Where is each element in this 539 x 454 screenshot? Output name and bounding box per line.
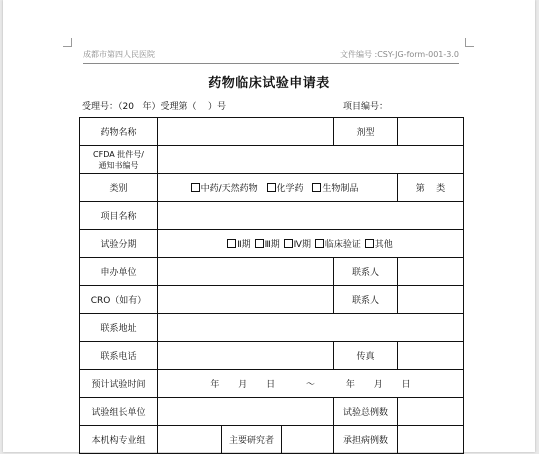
- start-day-unit: 日: [266, 380, 276, 390]
- category-option-chemical[interactable]: 化学药: [267, 184, 304, 194]
- application-form-table: [79, 117, 464, 454]
- end-year-unit: 年: [345, 380, 355, 390]
- table-row: [80, 314, 464, 342]
- undertake-cases-label: 承担病例数: [334, 426, 398, 454]
- cro-contact-field[interactable]: [398, 286, 464, 314]
- drug-name-label: 药物名称: [80, 118, 158, 146]
- cro-field[interactable]: [158, 286, 334, 314]
- table-row: [80, 426, 464, 454]
- phase-option-validation[interactable]: 临床验证: [315, 240, 361, 250]
- checkbox-icon: [267, 183, 276, 192]
- page-header: [83, 49, 459, 64]
- category-options: [158, 174, 398, 202]
- cro-label: CRO（如有）: [80, 286, 158, 314]
- category-kind-field[interactable]: 第 类: [398, 174, 464, 202]
- table-row: [80, 230, 464, 258]
- acceptance-number: 受理号：（20 年）受理第（ ）号: [82, 102, 226, 112]
- sponsor-field[interactable]: [158, 258, 334, 286]
- phase-option-4[interactable]: Ⅳ期: [284, 240, 311, 250]
- category-label: 类别: [80, 174, 158, 202]
- phase-option-other[interactable]: 其他: [365, 240, 393, 250]
- planned-time-label: 预计试验时间: [80, 370, 158, 398]
- end-day-unit: 日: [401, 380, 411, 390]
- table-row: [80, 370, 464, 398]
- table-row: [80, 286, 464, 314]
- dosage-form-label: 剂型: [334, 118, 398, 146]
- leader-unit-label: 试验组长单位: [80, 398, 158, 426]
- table-row: [80, 118, 464, 146]
- total-cases-label: 试验总例数: [334, 398, 398, 426]
- pi-field[interactable]: [282, 426, 334, 454]
- cfda-label-line1: CFDA 批件号/: [93, 149, 144, 159]
- checkbox-icon: [255, 239, 264, 248]
- total-cases-field[interactable]: [398, 398, 464, 426]
- checkbox-icon: [284, 239, 293, 248]
- drug-name-field[interactable]: [158, 118, 334, 146]
- form-title: 药物临床试验申请表: [208, 76, 330, 91]
- phase-option-2[interactable]: Ⅱ期: [227, 240, 250, 250]
- specialty-group-field[interactable]: [158, 426, 222, 454]
- phase-option-3[interactable]: Ⅲ期: [255, 240, 280, 250]
- hospital-name: 成都市第四人民医院: [83, 50, 155, 59]
- category-option-biologic[interactable]: 生物制品: [312, 184, 358, 194]
- document-page: [3, 0, 535, 452]
- pi-label: 主要研究者: [222, 426, 282, 454]
- cfda-label-line2: 通知书编号: [98, 160, 139, 170]
- checkbox-icon: [365, 239, 374, 248]
- trial-phase-options: [158, 230, 464, 258]
- project-name-label: 项目名称: [80, 202, 158, 230]
- leader-unit-field[interactable]: [158, 398, 334, 426]
- start-month-unit: 月: [238, 380, 248, 390]
- end-month-unit: 月: [373, 380, 383, 390]
- specialty-group-label: 本机构专业组: [80, 426, 158, 454]
- address-label: 联系地址: [80, 314, 158, 342]
- planned-time-field[interactable]: [158, 370, 464, 398]
- fax-label: 传真: [334, 342, 398, 370]
- checkbox-icon: [315, 239, 324, 248]
- fax-field[interactable]: [398, 342, 464, 370]
- trial-phase-label: 试验分期: [80, 230, 158, 258]
- checkbox-icon: [191, 183, 200, 192]
- category-option-tcm[interactable]: 中药/天然药物: [191, 184, 258, 194]
- start-year-unit: 年: [210, 380, 220, 390]
- table-row: [80, 146, 464, 174]
- table-row: [80, 202, 464, 230]
- cfda-approval-label: [80, 146, 158, 174]
- date-range-separator: ～: [306, 380, 316, 390]
- checkbox-icon: [227, 239, 236, 248]
- table-row: [80, 342, 464, 370]
- address-field[interactable]: [158, 314, 464, 342]
- cro-contact-label: 联系人: [334, 286, 398, 314]
- checkbox-icon: [312, 183, 321, 192]
- sponsor-contact-field[interactable]: [398, 258, 464, 286]
- sponsor-contact-label: 联系人: [334, 258, 398, 286]
- phone-field[interactable]: [158, 342, 334, 370]
- document-number: 文件编号 :CSY-JG-form-001-3.0: [339, 50, 459, 59]
- sponsor-label: 申办单位: [80, 258, 158, 286]
- table-row: [80, 398, 464, 426]
- crop-mark-top-right: [465, 38, 474, 47]
- cfda-approval-field[interactable]: [158, 146, 464, 174]
- phone-label: 联系电话: [80, 342, 158, 370]
- undertake-cases-field[interactable]: [398, 426, 464, 454]
- project-name-field[interactable]: [158, 202, 464, 230]
- table-row: [80, 258, 464, 286]
- project-number-label: 项目编号：: [343, 102, 389, 112]
- crop-mark-top-left: [63, 38, 72, 47]
- dosage-form-field[interactable]: [398, 118, 464, 146]
- table-row: [80, 174, 464, 202]
